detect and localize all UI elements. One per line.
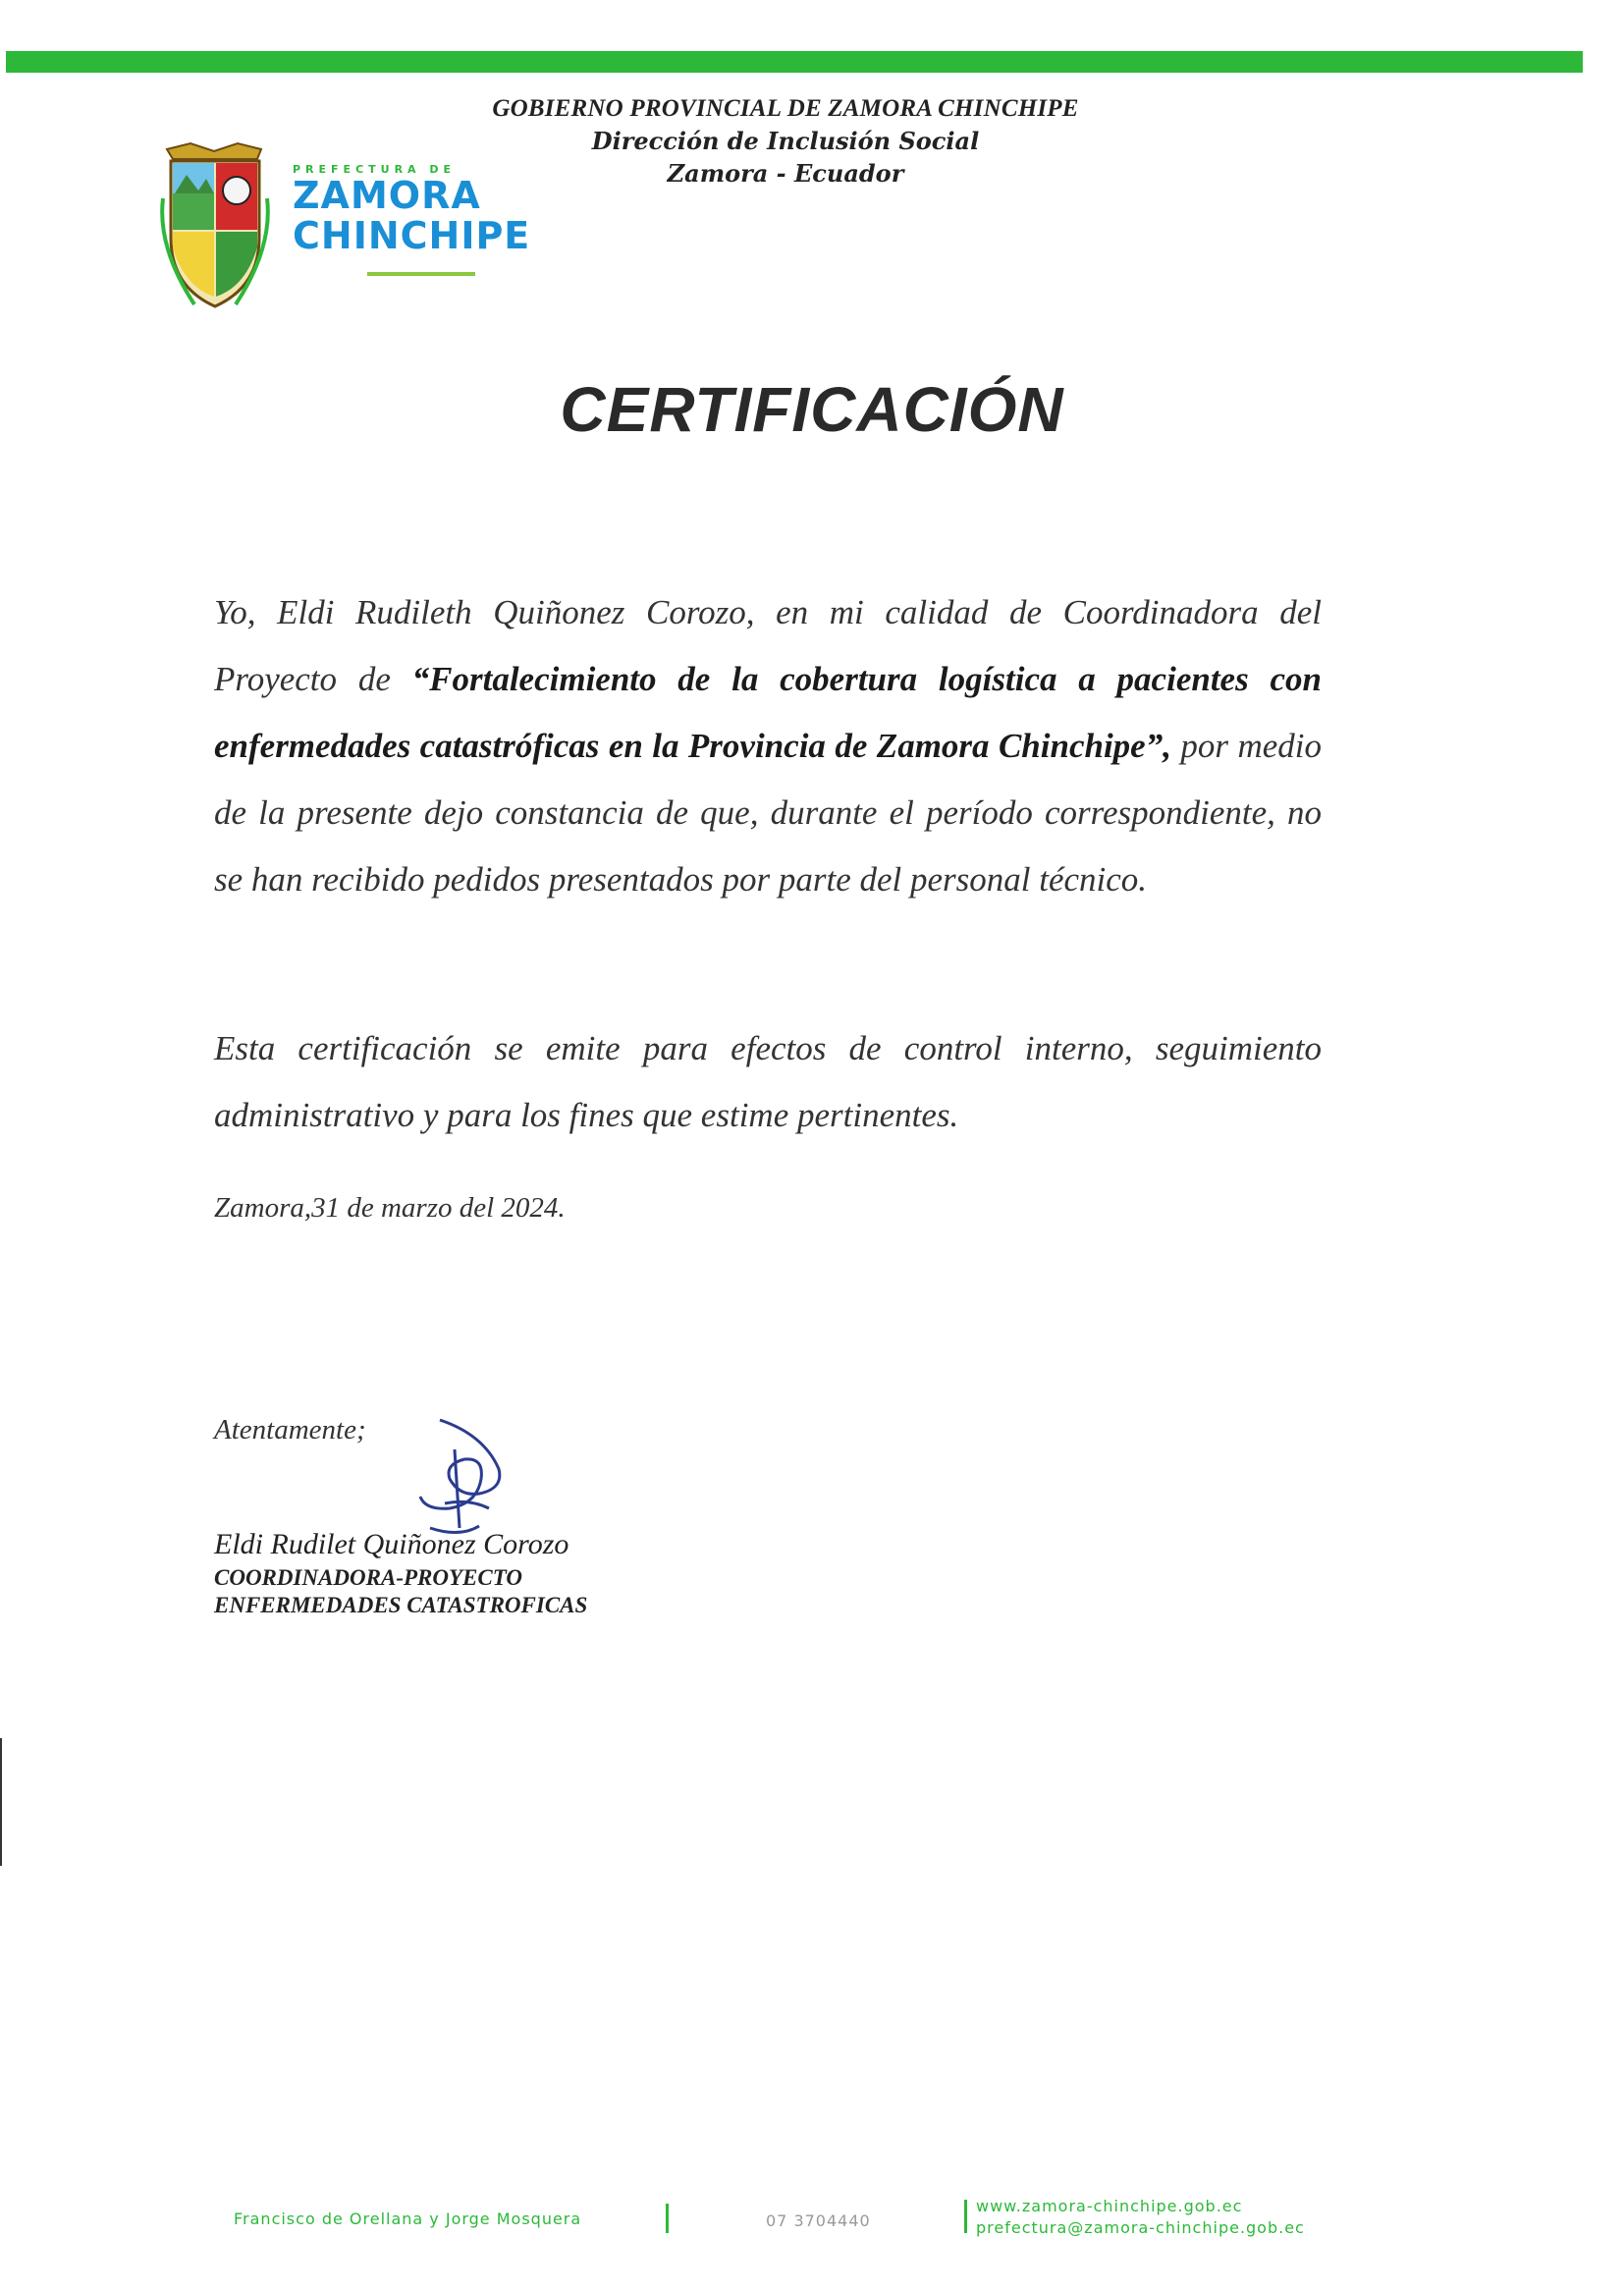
paragraph-statement: por medio de la presente dejo constancia de que, durante el período correspondiente, no se han recibido pedidos presentados por parte del personal técnico.: [214, 727, 1323, 899]
logo-prefectura-label: PREFECTURA DE: [293, 163, 457, 176]
footer-divider: [666, 2204, 669, 2233]
coat-of-arms-icon: [155, 139, 278, 316]
signatory-project: ENFERMEDADES CATASTROFICAS: [214, 1593, 588, 1617]
footer-contact: [976, 2196, 1305, 2239]
signatory-role: COORDINADORA-PROYECTO: [214, 1565, 522, 1590]
footer-address: Francisco de Orellana y Jorge Mosquera: [234, 2209, 582, 2228]
footer-email[interactable]: prefectura@zamora-chinchipe.gob.ec: [976, 2218, 1305, 2237]
footer-website[interactable]: www.zamora-chinchipe.gob.ec: [976, 2197, 1243, 2215]
header-government: GOBIERNO PROVINCIAL DE ZAMORA CHINCHIPE: [492, 95, 1079, 122]
logo-chinchipe: CHINCHIPE: [293, 214, 531, 257]
project-name: “Fortalecimiento de la cobertura logística a pacientes con enfermedades catastróficas en la Provincia de Zamora Chinchipe”,: [214, 660, 1322, 765]
header-location: Zamora - Ecuador: [667, 159, 904, 188]
paragraph-intro: Yo, Eldi Rudileth Quiñonez Corozo, en mi calidad de Coordinadora del Proyecto de: [214, 593, 1322, 698]
footer-phone: 07 3704440: [766, 2211, 871, 2230]
top-green-bar: [6, 51, 1583, 73]
signatory-name: Eldi Rudilet Quiñonez Corozo: [214, 1528, 569, 1560]
closing-salutation: Atentamente;: [214, 1414, 366, 1446]
scan-margin-line: [0, 1738, 2, 1866]
document-date: Zamora,31 de marzo del 2024.: [214, 1192, 566, 1224]
logo-zamora: ZAMORA: [293, 174, 481, 217]
certification-paragraph: [214, 579, 1322, 913]
document-title: CERTIFICACIÓN: [560, 374, 1064, 445]
logo-wordmark: [293, 163, 530, 276]
footer-divider: [964, 2200, 967, 2233]
prefectura-logo: [155, 139, 531, 316]
header-department: Dirección de Inclusión Social: [591, 127, 980, 155]
purpose-paragraph: Esta certificación se emite para efectos de control interno, seguimiento administrativo y para los fines que estime pertinentes.: [214, 1029, 1322, 1134]
logo-underline: [367, 272, 475, 276]
